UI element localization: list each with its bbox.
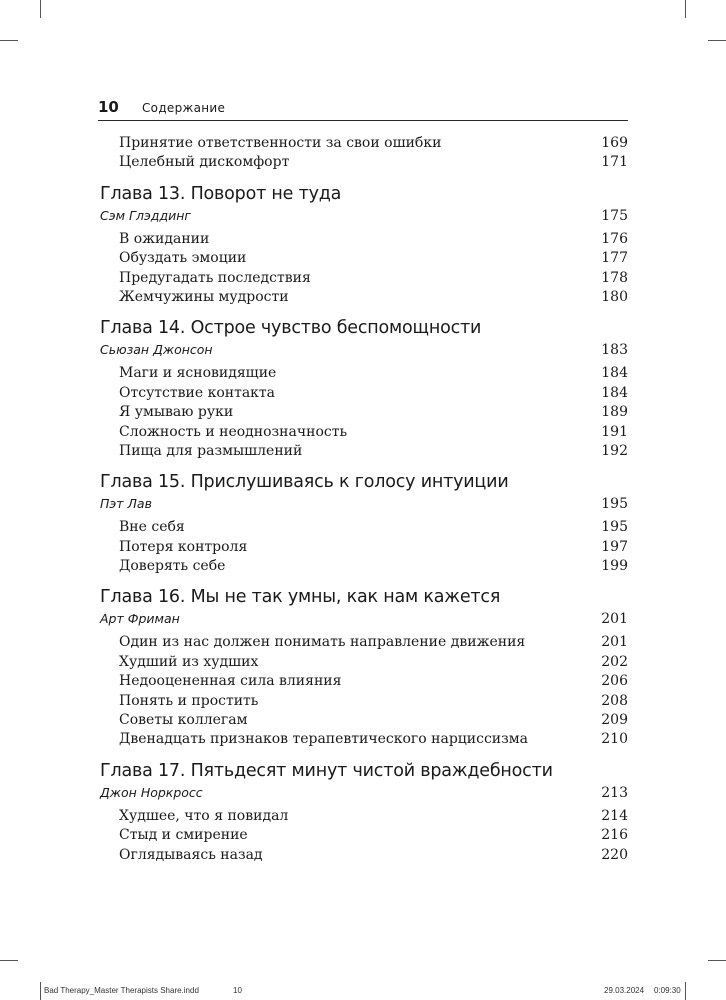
toc-entry-page: 209 (601, 712, 628, 729)
toc-entry-title: Понять и простить (119, 692, 259, 709)
toc-entry-title: Принятие ответственности за свои ошибки (119, 135, 442, 151)
chapter-author-row (100, 339, 628, 361)
toc-entry[interactable] (100, 672, 628, 691)
toc-entry-page: 202 (601, 653, 628, 670)
toc-entry-title: Отсутствие контакта (119, 384, 276, 401)
chapter-author: Арт Фриман (100, 611, 180, 627)
toc-entry[interactable] (100, 249, 628, 268)
toc-entry-page: 197 (601, 538, 628, 555)
footer-time: 0:09:30 (654, 986, 681, 995)
toc-entry[interactable] (100, 423, 628, 442)
toc-entry-title: Недооцененная сила влияния (119, 673, 342, 690)
chapter-title[interactable]: Глава 16. Мы не так умны, как нам кажется (100, 587, 501, 608)
toc-entry[interactable] (100, 403, 628, 422)
toc-entry-title: Обуздать эмоции (119, 250, 247, 267)
chapter-page: 201 (601, 611, 628, 628)
page-number: 10 (98, 98, 119, 116)
toc-entry-page: 220 (601, 846, 628, 863)
footer-date: 29.03.2024 (604, 986, 645, 995)
toc-entry-page: 206 (601, 673, 628, 690)
toc-entry-page: 201 (601, 634, 628, 651)
crop-mark (685, 982, 686, 1000)
toc-entry[interactable] (100, 692, 628, 711)
crop-mark (0, 40, 18, 41)
toc-entry-title: Потеря контроля (119, 538, 248, 555)
running-header (98, 98, 628, 121)
chapter-author: Джон Норкросс (100, 784, 203, 800)
toc-entry-page: 169 (601, 135, 628, 151)
toc-entry-page: 180 (601, 288, 628, 305)
toc-entry-page: 176 (601, 230, 628, 247)
toc-entry-page: 189 (601, 404, 628, 421)
chapter-block (100, 317, 628, 461)
toc-entry-title: Худший из худших (119, 653, 259, 670)
toc-entry[interactable] (100, 134, 628, 153)
toc-entry-title: Советы коллегам (119, 712, 248, 729)
crop-mark (0, 960, 18, 961)
toc-entry[interactable] (100, 807, 628, 826)
toc-entry-page: 191 (601, 423, 628, 440)
toc-entry[interactable] (100, 269, 628, 288)
chapter-title[interactable]: Глава 17. Пятьдесят минут чистой враждебности (100, 760, 553, 781)
running-title: Содержание (142, 101, 226, 115)
toc-entry-page: 199 (601, 558, 628, 575)
crop-mark (40, 982, 41, 1000)
toc-entry[interactable] (100, 846, 628, 865)
toc-entry-title: Один из нас должен понимать направление движения (119, 634, 526, 651)
table-of-contents (100, 134, 628, 865)
toc-entry[interactable] (100, 442, 628, 461)
toc-entry[interactable] (100, 711, 628, 730)
toc-entry-page: 171 (601, 154, 628, 171)
chapter-page: 183 (601, 342, 628, 359)
toc-entry[interactable] (100, 364, 628, 383)
chapter-page: 213 (601, 784, 628, 801)
footer-filename: Bad Therapy_Master Therapists Share.indd (44, 986, 199, 995)
toc-entry-title: Целебный дискомфорт (119, 154, 290, 171)
toc-entry-title: В ожидании (119, 230, 210, 247)
chapter-title[interactable]: Глава 14. Острое чувство беспомощности (100, 318, 482, 339)
toc-entry[interactable] (100, 633, 628, 652)
chapter-page: 175 (601, 207, 628, 224)
toc-entry[interactable] (100, 230, 628, 249)
chapter-author: Сэм Глэддинг (100, 207, 191, 223)
toc-entry-page: 195 (601, 519, 628, 536)
chapter-block (100, 183, 628, 308)
toc-entry-page: 184 (601, 365, 628, 382)
toc-entry-page: 178 (601, 269, 628, 286)
toc-entry-title: Сложность и неоднозначность (119, 423, 348, 440)
toc-entry-title: Я умываю руки (119, 404, 234, 421)
toc-entry-page: 210 (601, 731, 628, 748)
toc-entry-page: 208 (601, 692, 628, 709)
chapter-author-row (100, 608, 628, 630)
toc-entry-title: Вне себя (119, 519, 185, 536)
toc-entry-title: Двенадцать признаков терапевтического нарциссизма (119, 731, 529, 748)
toc-entry[interactable] (100, 730, 628, 749)
footer-page: 10 (233, 986, 242, 995)
chapter-block (100, 471, 628, 576)
toc-entry-title: Жемчужины мудрости (119, 288, 289, 305)
chapter-author-row (100, 493, 628, 515)
toc-entry[interactable] (100, 538, 628, 557)
toc-entry[interactable] (100, 653, 628, 672)
toc-entry-page: 216 (601, 827, 628, 844)
toc-entry-title: Стыд и смирение (119, 827, 248, 844)
crop-mark (685, 0, 686, 18)
crop-mark (708, 960, 726, 961)
toc-entry-page: 214 (601, 807, 628, 824)
toc-entry[interactable] (100, 518, 628, 537)
chapter-author-row (100, 782, 628, 804)
toc-entry-page: 184 (601, 384, 628, 401)
toc-entry[interactable] (100, 384, 628, 403)
toc-entry-title: Доверять себе (119, 558, 226, 575)
toc-entry[interactable] (100, 153, 628, 172)
chapter-title[interactable]: Глава 13. Поворот не туда (100, 183, 342, 204)
toc-entry-page: 177 (601, 250, 628, 267)
toc-entry-title: Оглядываясь назад (119, 846, 263, 863)
crop-mark (40, 0, 41, 18)
chapter-block (100, 586, 628, 749)
toc-entry-title: Худшее, что я повидал (119, 807, 289, 824)
chapter-author: Пэт Лав (100, 496, 152, 512)
chapter-title[interactable]: Глава 15. Прислушиваясь к голосу интуиции (100, 472, 509, 493)
chapter-block (100, 760, 628, 865)
chapter-author-row (100, 205, 628, 227)
toc-entry[interactable] (100, 826, 628, 845)
toc-entry-title: Предугадать последствия (119, 269, 311, 286)
chapter-author: Сьюзан Джонсон (100, 342, 213, 358)
toc-entry-page: 192 (601, 442, 628, 459)
toc-entry[interactable] (100, 288, 628, 307)
chapter-page: 195 (601, 496, 628, 513)
toc-entry[interactable] (100, 557, 628, 576)
toc-entry-title: Пища для размышлений (119, 442, 303, 459)
toc-entry-title: Маги и ясновидящие (119, 365, 277, 382)
crop-mark (708, 40, 726, 41)
